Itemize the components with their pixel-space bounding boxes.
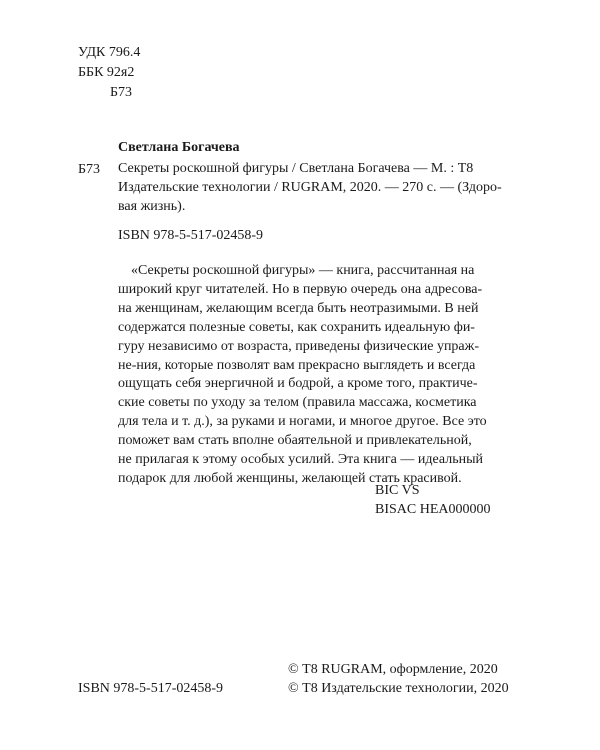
copyright-design: © Т8 RUGRAM, оформление, 2020 bbox=[288, 662, 498, 677]
udk-code: УДК 796.4 bbox=[78, 45, 141, 60]
isbn-bottom: ISBN 978-5-517-02458-9 bbox=[78, 681, 224, 696]
annotation-line: «Секреты роскошной фигуры» — книга, рассчитанная на bbox=[131, 263, 475, 278]
author-mark: Б73 bbox=[110, 85, 133, 100]
annotation-line: для тела и т. д.), за руками и ногами, и многое другое. Все это bbox=[118, 414, 487, 430]
bic-code: BIC VS bbox=[375, 483, 420, 498]
annotation-line: поможет вам стать вполне обаятельной и привлекательной, bbox=[118, 433, 472, 449]
annotation-line: широкий круг читателей. Но в первую очередь она адресова- bbox=[118, 281, 483, 297]
annotation-line: подарок для любой женщины, желающей стать красивой. bbox=[118, 470, 462, 486]
annotation-line: гуру независимо от возраста, приведены физические упраж- bbox=[118, 338, 479, 354]
bib-mark: Б73 bbox=[78, 162, 101, 177]
author-name: Светлана Богачева bbox=[118, 140, 240, 155]
annotation-line: не прилагая к этому особых усилий. Эта книга — идеальный bbox=[118, 452, 483, 468]
copyright-publisher: © Т8 Издательские технологии, 2020 bbox=[288, 681, 509, 696]
isbn-top: ISBN 978-5-517-02458-9 bbox=[118, 228, 264, 243]
bib-record-line: вая жизнь). bbox=[118, 198, 186, 214]
annotation-line: содержатся полезные советы, как сохранить идеальную фи- bbox=[118, 319, 475, 335]
bib-record-line: Секреты роскошной фигуры / Светлана Богачева — М. : Т8 bbox=[118, 161, 474, 176]
annotation-line: на женщинам, желающим всегда быть неотразимыми. В ней bbox=[118, 300, 479, 316]
bisac-code: BISAC HEA000000 bbox=[375, 502, 491, 517]
bibliographic-record bbox=[118, 160, 502, 217]
annotation-line: ские советы по уходу за телом (правила массажа, косметика bbox=[118, 395, 477, 411]
annotation bbox=[118, 262, 510, 489]
annotation-line: не-ния, которые позволят вам прекрасно выглядеть и всегда bbox=[118, 357, 476, 373]
annotation-line: ощущать себя энергичной и бодрой, а кроме того, практиче- bbox=[118, 376, 478, 392]
bib-record-line: Издательские технологии / RUGRAM, 2020. — 270 с. — (Здоро- bbox=[118, 179, 502, 195]
bbk-code: ББК 92я2 bbox=[78, 65, 135, 80]
